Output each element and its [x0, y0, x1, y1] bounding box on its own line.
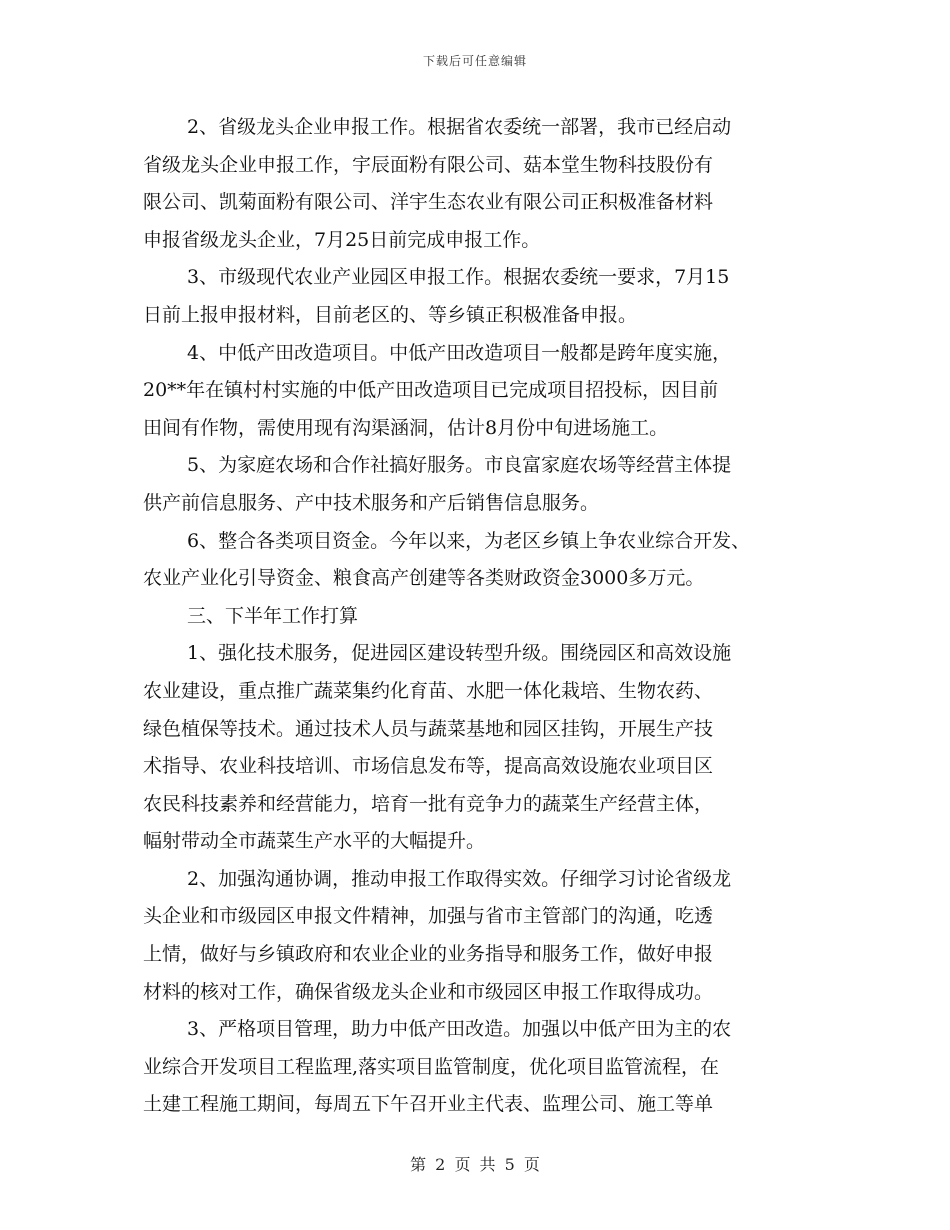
page-footer: 第 2 页 共 5 页 — [410, 1155, 540, 1174]
text-line: 1、强化技术服务，促进园区建设转型升级。围绕园区和高效设施 — [187, 642, 732, 665]
text-line: 4、中低产田改造项目。中低产田改造项目一般都是跨年度实施， — [187, 341, 732, 364]
text-line: 20**年在镇村村实施的中低产田改造项目已完成项目招投标，因目前 — [143, 379, 719, 402]
text-line: 绿色植保等技术。通过技术人员与蔬菜基地和园区挂钩，开展生产技 — [143, 717, 714, 740]
text-line: 农业建设，重点推广蔬菜集约化育苗、水肥一体化栽培、生物农药、 — [143, 679, 714, 702]
text-line: 5、为家庭农场和合作社搞好服务。市良富家庭农场等经营主体提 — [187, 454, 732, 477]
text-line: 幅射带动全市蔬菜生产水平的大幅提升。 — [143, 830, 486, 853]
text-line: 材料的核对工作，确保省级龙头企业和市级园区申报工作取得成功。 — [143, 980, 714, 1003]
document-body — [143, 109, 813, 1124]
text-line: 土建工程施工期间，每周五下午召开业主代表、监理公司、施工等单 — [143, 1093, 714, 1116]
text-line: 三、下半年工作打算 — [187, 604, 359, 627]
text-line: 业综合开发项目工程监理,落实项目监管制度，优化项目监管流程，在 — [143, 1055, 720, 1078]
text-line: 2、省级龙头企业申报工作。根据省农委统一部署，我市已经启动 — [187, 116, 732, 138]
text-line: 2、加强沟通协调，推动申报工作取得实效。仔细学习讨论省级龙 — [187, 867, 732, 890]
text-line: 术指导、农业科技培训、市场信息发布等，提高高效设施农业项目区 — [143, 755, 714, 778]
text-line: 农民科技素养和经营能力，培育一批有竞争力的蔬菜生产经营主体， — [143, 792, 714, 815]
text-line: 6、整合各类项目资金。今年以来，为老区乡镇上争农业综合开发、 — [187, 529, 751, 552]
text-line: 农业产业化引导资金、粮食高产创建等各类财政资金3000多万元。 — [143, 567, 705, 590]
text-line: 申报省级龙头企业，7月25日前完成申报工作。 — [143, 228, 541, 251]
text-line: 头企业和市级园区申报文件精神，加强与省市主管部门的沟通，吃透 — [143, 905, 714, 928]
text-line: 供产前信息服务、产中技术服务和产后销售信息服务。 — [143, 491, 600, 514]
text-line: 3、市级现代农业产业园区申报工作。根据农委统一要求，7月15 — [187, 266, 730, 289]
text-line: 限公司、凯菊面粉有限公司、洋宇生态农业有限公司正积极准备材料 — [143, 191, 714, 214]
text-line: 3、严格项目管理，助力中低产田改造。加强以中低产田为主的农 — [187, 1018, 732, 1041]
text-line: 日前上报申报材料，目前老区的、等乡镇正积极准备申报。 — [143, 303, 638, 326]
text-line: 田间有作物，需使用现有沟渠涵洞，估计8月份中旬进场施工。 — [143, 416, 669, 439]
page-header: 下载后可任意编辑 — [422, 54, 527, 68]
text-line: 省级龙头企业申报工作，宇辰面粉有限公司、菇本堂生物科技股份有 — [143, 153, 714, 176]
text-line: 上情，做好与乡镇政府和农业企业的业务指导和服务工作，做好申报 — [143, 943, 714, 966]
